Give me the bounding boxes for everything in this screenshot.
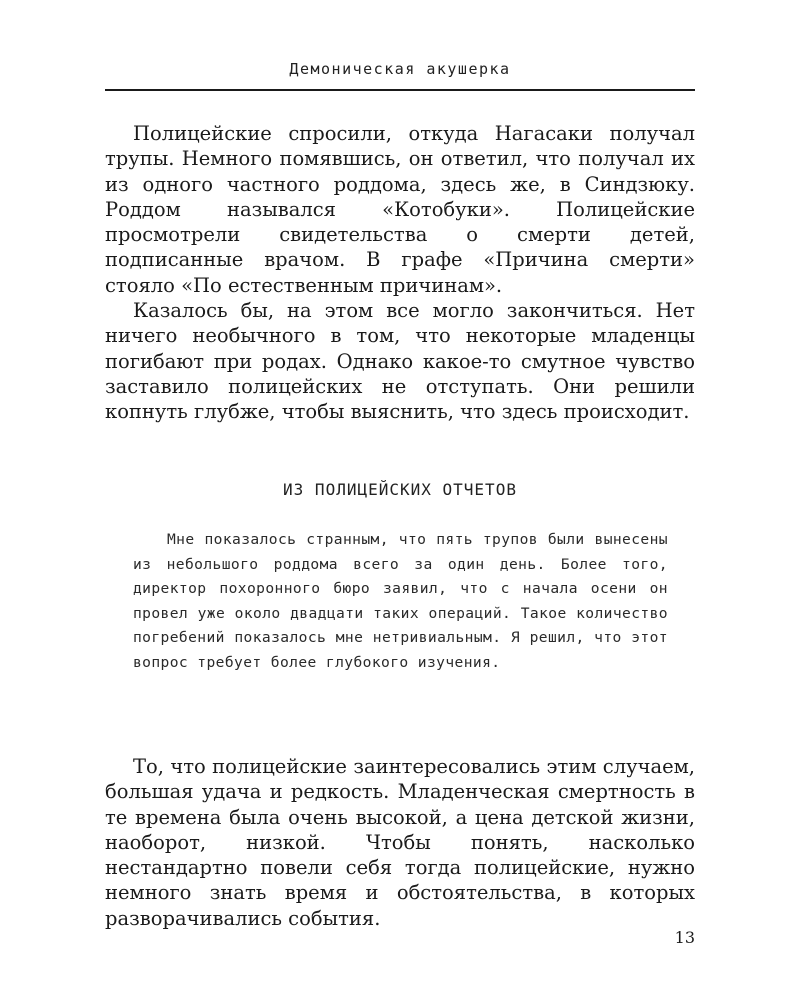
running-head: Демоническая акушерка	[289, 60, 511, 78]
main-text-top	[105, 121, 695, 425]
report-paragraph: Мне показалось странным, что пять трупов были вынесены из небольшого роддома всего за один день. Более того, директор похоронного бюро заявил, что с начала осени он провел уже около двадцати таких операций. Такое количество погребений показалось мне нетривиальным. Я решил, что этот вопрос требует более глубокого изучения.	[133, 531, 668, 671]
section-title: ИЗ ПОЛИЦЕЙСКИХ ОТЧЕТОВ	[283, 480, 517, 499]
police-report-quote	[133, 528, 668, 675]
page-number: 13	[674, 928, 695, 947]
paragraph: Казалось бы, на этом все могло закончиться. Нет ничего необычного в том, что некоторые младенцы погибают при родах. Однако какое-то смутное чувство заставило полицейских не отступать. Они решили копнуть глубже, чтобы выяснить, что здесь происходит.	[105, 299, 695, 424]
header-rule	[105, 89, 695, 91]
paragraph: То, что полицейские заинтересовались этим случаем, большая удача и редкость. Младенческая смертность в те времена была очень высокой, а цена детской жизни, наоборот, низкой. Чтобы понять, насколько нестандартно повели себя тогда полицейские, нужно немного знать время и обстоятельства, в которых разворачивались события.	[105, 755, 695, 930]
main-text-bottom	[105, 754, 695, 931]
paragraph: Полицейские спросили, откуда Нагасаки получал трупы. Немного помявшись, он ответил, что получал их из одного частного роддома, здесь же, в Синдзюку. Роддом назывался «Котобуки». Полицейские просмотрели свидетельства о смерти детей, подписанные врачом. В графе «Причина смерти» стояло «По естественным причинам».	[105, 122, 695, 297]
